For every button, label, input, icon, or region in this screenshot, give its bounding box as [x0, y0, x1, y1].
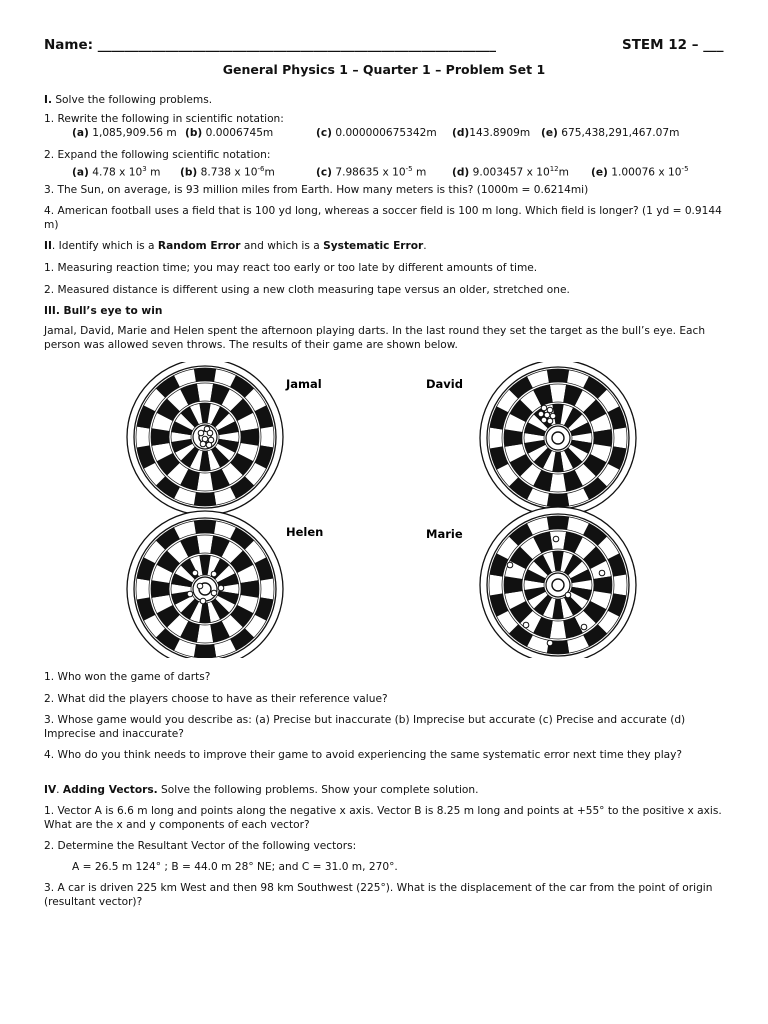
item-unit: m [412, 166, 427, 179]
item-label: (b) [180, 166, 198, 179]
dart-hit [211, 571, 217, 577]
item-unit: m [558, 166, 569, 179]
dart-hit [206, 442, 212, 448]
item-label: (e) [591, 166, 608, 179]
part4-heading [44, 783, 479, 797]
part3-heading: III. Bull’s eye to win [44, 305, 163, 317]
item-exponent: 3 [142, 165, 147, 173]
q1-item-e [541, 126, 679, 140]
board-segment [136, 426, 150, 448]
dart-hit [547, 640, 553, 646]
q2-item-c [316, 162, 426, 180]
item-unit: m [146, 166, 161, 179]
q2-item-a [72, 162, 160, 180]
dart-hit [547, 418, 553, 424]
q1-item-a [72, 126, 177, 140]
random-error-term: Random Error [157, 240, 241, 252]
systematic-error-term: Systematic Error [323, 240, 424, 252]
item-value: 0.0006745m [202, 127, 274, 139]
part3-q2: 2. What did the players choose to have as their reference value? [44, 693, 388, 705]
part2-text: . Identify which is a [51, 240, 158, 252]
item-label: (b) [185, 127, 203, 139]
part4-instructions: Solve the following problems. Show your complete solution. [157, 784, 479, 796]
dart-hit [200, 598, 206, 604]
q2-item-e [591, 162, 689, 180]
item-base: 7.98635 x 10 [331, 166, 406, 179]
part1-num: I. [44, 94, 52, 106]
part4-sep: . [56, 784, 63, 796]
dart-hit [538, 411, 544, 417]
board-segment [613, 427, 627, 449]
part4-q2: 2. Determine the Resultant Vector of the following vectors: [44, 840, 357, 852]
item-base: 4.78 x 10 [88, 166, 143, 179]
item-label: (d) [452, 166, 470, 179]
item-value: 143.8909m [469, 127, 531, 139]
dart-hit [541, 417, 547, 423]
dartboard-helen [127, 511, 283, 658]
board-segment [194, 368, 216, 382]
dartboard-jamal [127, 362, 283, 515]
dartboard-david [480, 362, 636, 516]
part3-intro: Jamal, David, Marie and Helen spent the afternoon playing darts. In the last round they set the target as the bull’s eye. Each person was allowed seven throws. The results of their game are shown below. [44, 325, 706, 351]
dart-hit [581, 624, 587, 630]
part2-num: II [44, 240, 52, 252]
part1-heading [44, 93, 212, 107]
dart-hit [207, 430, 213, 436]
item-exponent: -5 [405, 165, 413, 173]
item-exponent: -6 [257, 165, 265, 173]
board-segment [194, 492, 216, 506]
dart-hit [197, 583, 203, 589]
item-value: 1,085,909.56 m [88, 127, 177, 139]
item-label: (a) [72, 127, 89, 139]
part4-num: IV [44, 784, 57, 796]
bulls-eye [552, 579, 564, 591]
part2-text: . [423, 240, 427, 252]
q1-item-c [316, 126, 437, 140]
dart-hit [553, 536, 559, 542]
board-segment [260, 578, 274, 600]
dart-hit [507, 562, 513, 568]
item-value: 0.000000675342m [331, 127, 437, 139]
board-name-marie: Marie [426, 527, 463, 541]
item-unit: m [264, 166, 275, 179]
board-segment [489, 574, 503, 596]
board-segment [547, 369, 569, 383]
part4-q2-vectors: A = 26.5 m 124° ; B = 44.0 m 28° NE; and C = 31.0 m, 270°. [72, 861, 398, 873]
q1-item-d [452, 126, 530, 140]
dart-hit [599, 570, 605, 576]
part1-q4: 4. American football uses a field that is 100 yd long, whereas a soccer field is 100 m long. Which field is longer? (1 yd = 0.9144 m) [44, 205, 722, 231]
part1-q3: 3. The Sun, on average, is 93 million miles from Earth. How many meters is this? (1000m = 0.6214mi) [44, 184, 589, 196]
item-exponent: -5 [681, 165, 689, 173]
q1-item-b [185, 126, 273, 140]
bulls-eye [552, 432, 564, 444]
board-name-jamal: Jamal [286, 377, 322, 391]
board-segment [489, 427, 503, 449]
part1-q1: 1. Rewrite the following in scientific notation: [44, 113, 284, 125]
item-label: (a) [72, 166, 89, 179]
item-exponent: 12 [549, 165, 559, 173]
part4-q3: 3. A car is driven 225 km West and then 98 km Southwest (225°). What is the displacement of the car from the point of origin (resultant vector)? [44, 882, 713, 908]
item-label: (d) [452, 127, 470, 139]
q2-item-b [180, 162, 275, 180]
part2-q1: 1. Measuring reaction time; you may react too early or too late by different amounts of time. [44, 262, 538, 274]
board-segment [136, 578, 150, 600]
dartboard-marie [480, 507, 636, 658]
name-line: Name: ___________________________________________________________ [44, 37, 496, 53]
board-segment [547, 493, 569, 507]
dartboards-figure [108, 362, 656, 658]
q2-item-d [452, 162, 569, 180]
part3-q1: 1. Who won the game of darts? [44, 671, 211, 683]
dart-hit [218, 585, 224, 591]
part4-q1: 1. Vector A is 6.6 m long and points along the negative x axis. Vector B is 8.25 m long and points at +55° to the positive x axis. What are the x and y components of each vector? [44, 805, 722, 831]
part4-title: Adding Vectors. [62, 784, 158, 796]
page-title: General Physics 1 – Quarter 1 – Problem Set 1 [222, 62, 546, 77]
board-segment [194, 520, 216, 534]
item-label: (c) [316, 166, 332, 179]
part2-text: and which is a [240, 240, 324, 252]
board-segment [194, 644, 216, 658]
part3-q3: 3. Whose game would you describe as: (a) Precise but inaccurate (b) Imprecise but accurate (c) Precise and accurate (d) Imprecise and inaccurate? [44, 714, 686, 740]
item-base: 8.738 x 10 [197, 166, 258, 179]
dart-hit [198, 430, 204, 436]
part3-q4: 4. Who do you think needs to improve their game to avoid experiencing the same systematic error next time they play? [44, 749, 683, 761]
part1-instructions: Solve the following problems. [51, 94, 213, 106]
class-label: STEM 12 – ___ [622, 37, 724, 53]
part2-q2: 2. Measured distance is different using a new cloth measuring tape versus an older, stretched one. [44, 284, 570, 296]
part2-heading [44, 239, 427, 253]
board-segment [547, 516, 569, 530]
dart-hit [541, 405, 547, 411]
item-base: 1.00076 x 10 [607, 166, 682, 179]
board-segment [613, 574, 627, 596]
dart-hit [200, 441, 206, 447]
dart-hit [211, 590, 217, 596]
item-label: (e) [541, 127, 558, 139]
item-base: 9.003457 x 10 [469, 166, 550, 179]
dart-hit [192, 570, 198, 576]
dart-hit [523, 622, 529, 628]
dart-hit [187, 591, 193, 597]
dart-hit [565, 592, 571, 598]
board-name-david: David [426, 377, 463, 391]
part1-q2: 2. Expand the following scientific notation: [44, 149, 271, 161]
item-value: 675,438,291,467.07m [557, 127, 680, 139]
board-segment [260, 426, 274, 448]
board-name-helen: Helen [286, 525, 324, 539]
item-label: (c) [316, 127, 332, 139]
